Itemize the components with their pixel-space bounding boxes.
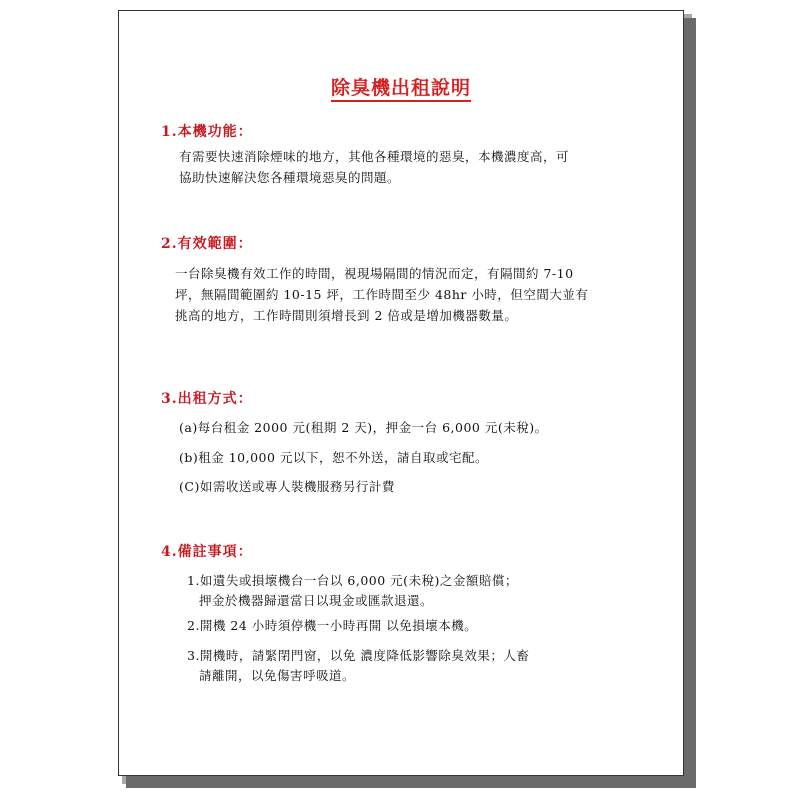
section-3-line-1: (a)每台租金 2000 元(租期 2 天)，押金一台 6,000 元(未稅)。 xyxy=(179,420,548,435)
section-2-heading: 2.有效範圍： xyxy=(161,236,253,252)
section-4-heading: 4.備註事項： xyxy=(161,544,253,560)
section-3-line-3: (C)如需收送或專人裝機服務另行計費 xyxy=(179,479,395,494)
section-3-heading: 3.出租方式： xyxy=(161,391,253,407)
section-4-line-5: 請離開，以免傷害呼吸道。 xyxy=(199,668,356,683)
section-1-line-1: 有需要快速消除煙味的地方，其他各種環境的惡臭，本機濃度高，可 xyxy=(179,149,570,164)
section-3-line-2: (b)租金 10,000 元以下，恕不外送，請自取或宅配。 xyxy=(179,450,488,465)
section-4-line-1: 1.如遺失或損壞機台一台以 6,000 元(未稅)之金額賠償； xyxy=(187,573,518,588)
section-4-line-4: 3.開機時，請緊閉門窗，以免 濃度降低影響除臭效果；人畜 xyxy=(187,648,530,663)
section-1-line-2: 協助快速解決您各種環境惡臭的問題。 xyxy=(179,170,401,185)
title-text: 除臭機出租說明 xyxy=(331,77,471,102)
section-4-line-2: 押金於機器歸還當日以現金或匯款退還。 xyxy=(199,593,434,608)
section-1-heading: 1.本機功能： xyxy=(161,124,253,140)
section-2-line-2: 坪，無隔間範圍約 10-15 坪，工作時間至少 48hr 小時，但空間大並有 xyxy=(175,287,589,302)
section-4-line-3: 2.開機 24 小時須停機一小時再開 以免損壞本機。 xyxy=(187,618,478,633)
section-2-line-3: 挑高的地方，工作時間則須增長到 2 倍或是增加機器數量。 xyxy=(175,308,518,323)
page-title xyxy=(119,73,683,100)
section-2-line-1: 一台除臭機有效工作的時間，視現場隔間的情況而定，有隔間約 7-10 xyxy=(175,266,574,281)
document-page xyxy=(118,10,684,776)
